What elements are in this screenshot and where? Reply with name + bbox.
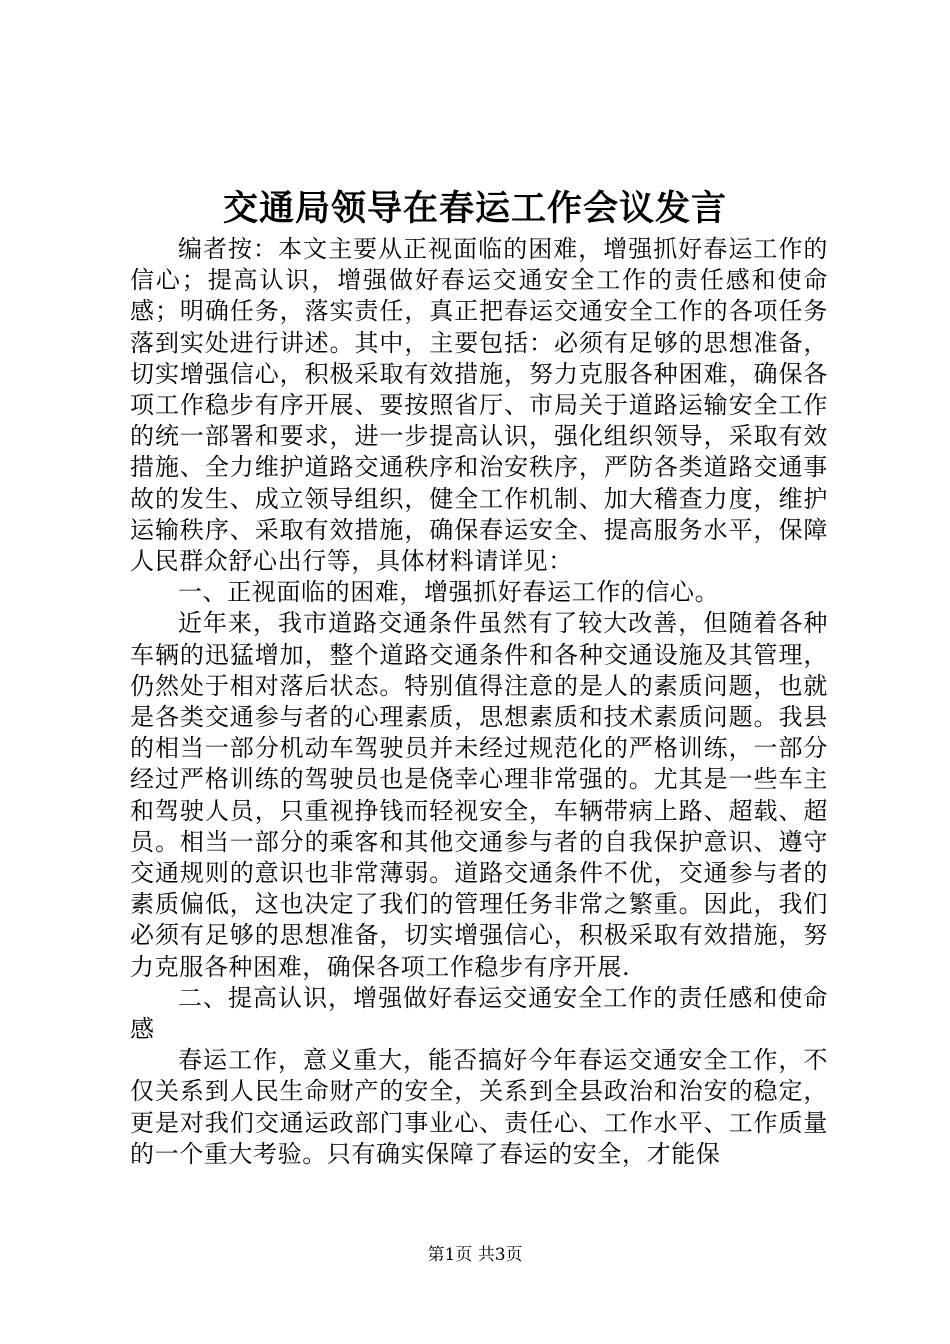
document-body	[130, 234, 828, 1170]
document-title: 交通局领导在春运工作会议发言	[222, 188, 727, 229]
paragraph-section-2-body: 春运工作，意义重大，能否搞好今年春运交通安全工作，不仅关系到人民生命财产的安全，关系到全县政治和治安的稳定，更是对我们交通运政部门事业心、责任心、工作水平、工作质量的一个重大考验。只有确实保障了春运的安全，才能保	[130, 1046, 828, 1168]
paragraph-section-1-body: 近年来，我市道路交通条件虽然有了较大改善，但随着各种车辆的迅猛增加，整个道路交通条件和各种交通设施及其管理，仍然处于相对落后状态。特别值得注意的是人的素质问题，也就是各类交通参与者的心理素质，思想素质和技术素质问题。我县的相当一部分机动车驾驶员并未经过规范化的严格训练，一部分经过严格训练的驾驶员也是侥幸心理非常强的。尤其是一些车主和驾驶人员，只重视挣钱而轻视安全，车辆带病上路、超载、超员。相当一部分的乘客和其他交通参与者的自我保护意识、遵守交通规则的意识也非常薄弱。道路交通条件不优，交通参与者的素质偏低，这也决定了我们的管理任务非常之繁重。因此，我们必须有足够的思想准备，切实增强信心，积极采取有效措施，努力克服各种困难，确保各项工作稳步有序开展.	[130, 609, 828, 981]
page-number-footer: 第1页 共3页	[427, 1245, 523, 1265]
paragraph-section-1-heading: 一、正视面临的困难，增强抓好春运工作的信心。	[178, 578, 720, 607]
paragraph-editor-note: 编者按：本文主要从正视面临的困难，增强抓好春运工作的信心；提高认识，增强做好春运交通安全工作的责任感和使命感；明确任务，落实责任，真正把春运交通安全工作的各项任务落到实处进行讲述。其中，主要包括：必须有足够的思想准备，切实增强信心，积极采取有效措施，努力克服各种困难，确保各项工作稳步有序开展、要按照省厅、市局关于道路运输安全工作的统一部署和要求，进一步提高认识，强化组织领导，采取有效措施、全力维护道路交通秩序和治安秩序，严防各类道路交通事故的发生、成立领导组织，健全工作机制、加大稽查力度，维护运输秩序、采取有效措施，确保春运安全、提高服务水平，保障人民群众舒心出行等，具体材料请详见：	[130, 235, 828, 576]
paragraph-section-2-heading: 二、提高认识，增强做好春运交通安全工作的责任感和使命感	[130, 983, 828, 1044]
